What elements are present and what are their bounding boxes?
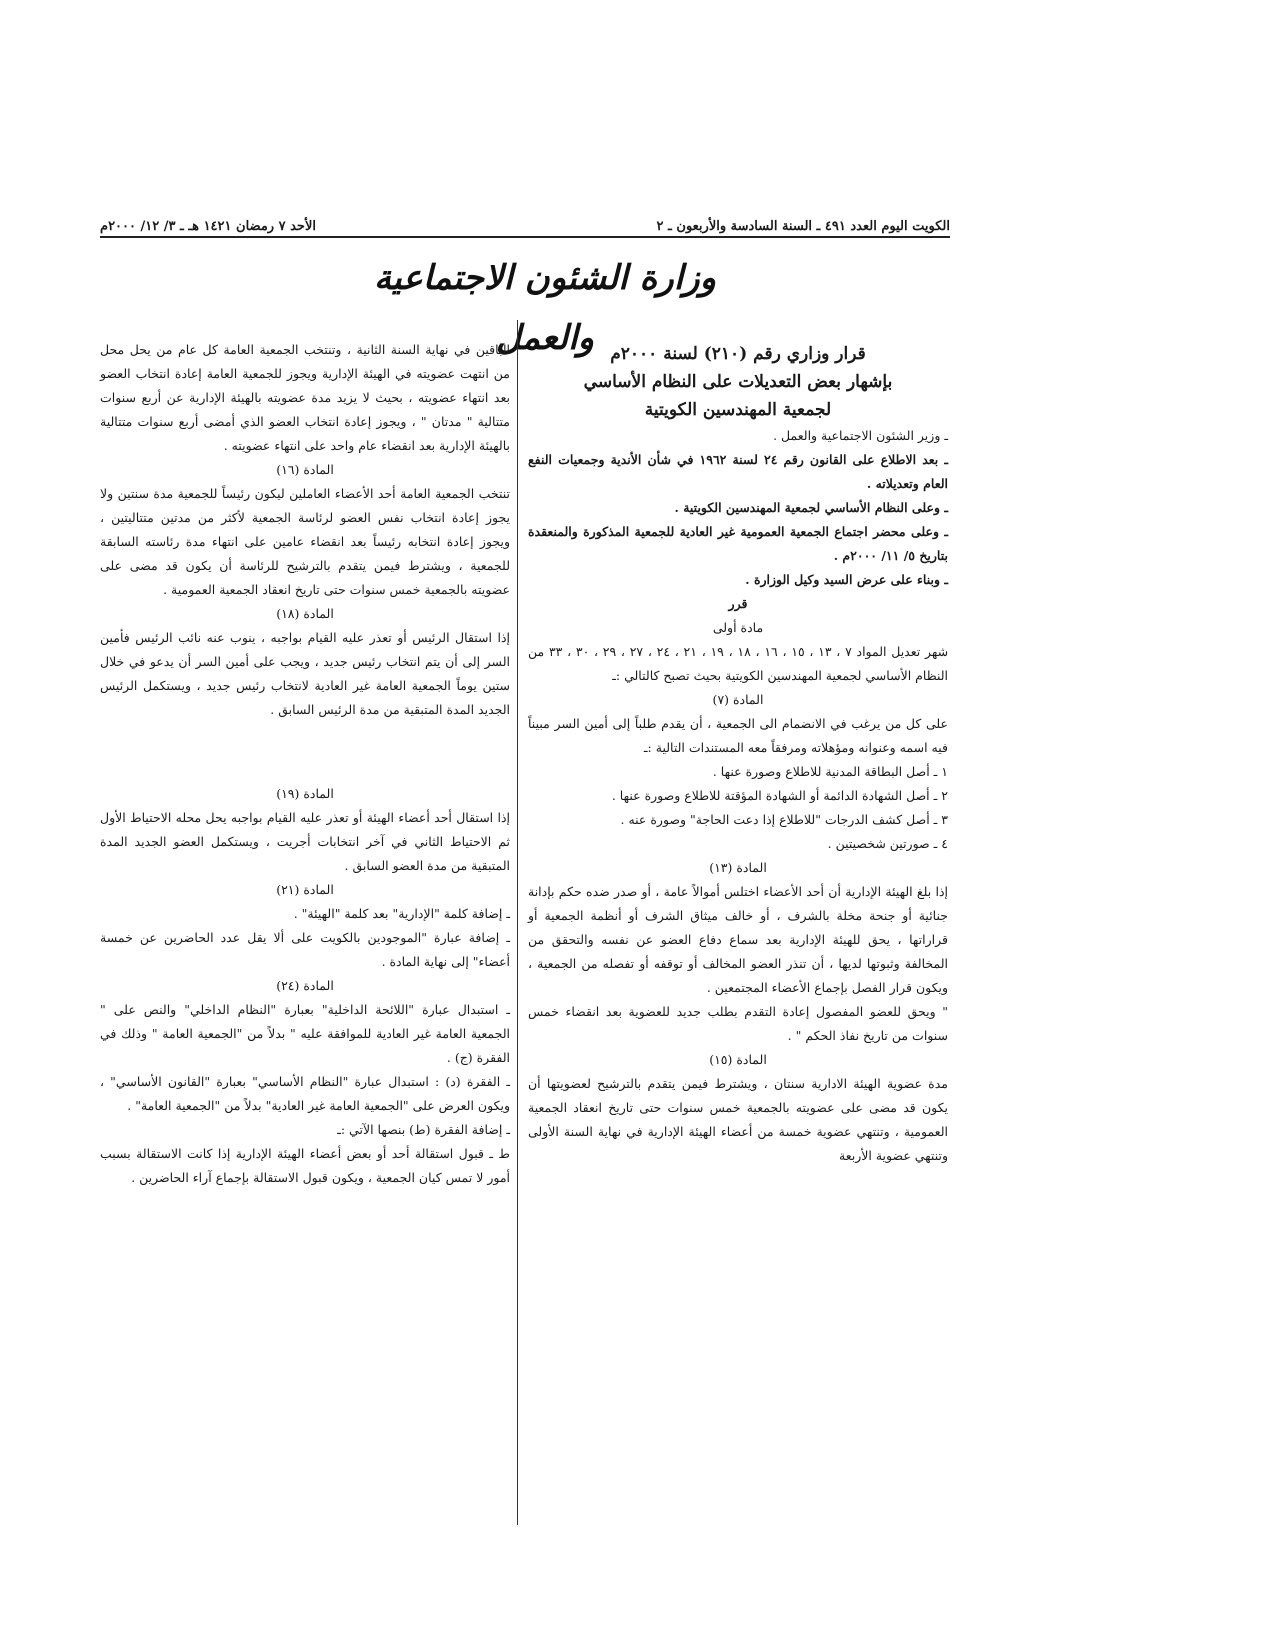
preamble-line: ـ وعلى محضر اجتماع الجمعية العمومية غير العادية للجمعية المذكورة والمنعقدة بتاريخ ٥/ ١١/ ٢٠٠٠م . [528,524,948,563]
preamble-line: ـ بعد الاطلاع على القانون رقم ٢٤ لسنة ١٩٦٢ في شأن الأندية وجمعيات النفع العام وتعديلاته . [528,452,949,491]
article-16-text: تنتخب الجمعية العامة أحد الأعضاء العاملين ليكون رئيساً للجمعية مدة سنتين ولا يجوز إعادة انتخاب نفس العضو لرئاسة الجمعية لأكثر من مدتين متتاليتين ، ويجوز إعادة انتخابه رئيساً بعد انقضاء عامين على انتهاء مدة رئاسته السابقة للجمعية ، ويشترط فيمن يتقدم بالترشيح للرئاسة أن يكون قد مضى على عضويته بالجمعية خمس سنوات حتى تاريخ انعقاد الجمعية العمومية . [100,486,510,597]
article-15-heading: المادة (١٥) [709,1052,767,1067]
article-19-heading: المادة (١٩) [276,786,334,801]
article-7-item: ٢ ـ أصل الشهادة الدائمة أو الشهادة المؤقتة للاطلاع وصورة عنها . [611,788,948,803]
article-24-item: ـ الفقرة (د) : استبدال عبارة "النظام الأساسي" بعبارة "القانون الأساسي" ، ويكون العرض على "الجمعية العامة غير العادية" بدلاً من "الجمعية العامة" . [100,1074,510,1113]
page-header [100,208,950,234]
article-one-heading: مادة أولى [712,620,764,635]
article-7-item: ١ ـ أصل البطاقة المدنية للاطلاع وصورة عنها . [712,764,948,779]
article-13-text: إذا بلغ الهيئة الإدارية أن أحد الأعضاء اختلس أموالاً عامة ، أو صدر ضده حكم بإدانة جنائية أو جنحة مخلة بالشرف ، أو خالف ميثاق الشرف أو أنظمة الجمعية أو قراراتها ، يحق للهيئة الإدارية بعد سماع دفاع العضو عن نفسه والتحقق من المخالفة وثبوتها لديها ، أن تنذر العضو المخالف أو توقفه أو تفصله من الجمعية ، ويكون قرار الفصل بإجماع الأعضاء المجتمعين . [528,884,948,995]
decree-title: قرار وزاري رقم (٢١٠) لسنة ٢٠٠٠م [610,344,866,364]
preamble-line: ـ وبناء على عرض السيد وكيل الوزارة . [745,572,948,587]
article-7-text: على كل من يرغب في الانضمام الى الجمعية ، أن يقدم طلباً إلى أمين السر مبيناً فيه اسمه وعنوانه ومؤهلاته ومرفقاً معه المستندات التالية :ـ [528,716,948,755]
decree-subtitle: بإشهار بعض التعديلات على النظام الأساسي [583,372,893,392]
decided-heading: قرر [728,596,748,611]
column-divider [517,320,518,1525]
article-24-heading: المادة (٢٤) [276,978,334,993]
decree-subtitle-2: لجمعية المهندسين الكويتية [644,400,832,420]
column-gap [100,722,510,782]
preamble-line: ـ وعلى النظام الأساسي لجمعية المهندسين الكويتية . [674,500,948,515]
article-21-item: ـ إضافة عبارة "الموجودين بالكويت على ألا يقل عدد الحاضرين عن خمسة أعضاء" إلى نهاية المادة . [100,930,510,969]
right-column [528,340,948,1168]
header-date: الأحد ٧ رمضان ١٤٢١ هـ ـ ٣/ ١٢/ ٢٠٠٠م [100,219,316,234]
article-16-heading: المادة (١٦) [276,462,334,477]
article-15-continuation: الباقين في نهاية السنة الثانية ، وتنتخب الجمعية العامة كل عام من يحل محل من انتهت عضويته في الهيئة الإدارية ويجوز للجمعية العامة إعادة انتخاب العضو بعد انتهاء عضويته ، بحيث لا يزيد مدة عضويته بالهيئة الإدارية عن أربع سنوات متتالية " مدتان " ، ويجوز إعادة انتخاب العضو الذي أمضى أربع سنوات متتالية بالهيئة الإدارية بعد انقضاء عام واحد على انتهاء عضويته . [100,342,510,453]
article-18-text: إذا استقال الرئيس أو تعذر عليه القيام بواجبه ، ينوب عنه نائب الرئيس فأمين السر إلى أن يتم انتخاب رئيس جديد ، ويجب على أمين السر أن يدعو في خلال ستين يوماً الجمعية العامة غير العادية لانتخاب رئيس جديد ، ويستكمل الرئيس الجديد المدة المتبقية من مدة الرئيس السابق . [100,630,510,717]
article-19-text: إذا استقال أحد أعضاء الهيئة أو تعذر عليه القيام بواجبه يحل محله الاحتياط الأول ثم الاحتياط الثاني في آخر انتخابات أجريت ، ويستكمل العضو الجديد المدة المتبقية من مدة العضو السابق . [100,810,510,873]
article-21-heading: المادة (٢١) [276,882,334,897]
article-15-text: مدة عضوية الهيئة الادارية سنتان ، ويشترط فيمن يتقدم بالترشيح لعضويتها أن يكون قد مضى على عضويته بالجمعية خمس سنوات حتى تاريخ انعقاد الجمعية العمومية ، وتنتهي عضوية خمسة من أعضاء الهيئة الإدارية في نهاية السنة الأولى وتنتهي عضوية الأربعة [528,1076,948,1163]
article-21-item: ـ إضافة كلمة "الإدارية" بعد كلمة "الهيئة" . [293,906,510,921]
preamble-line: ـ وزير الشئون الاجتماعية والعمل . [773,428,948,443]
article-24-item: ـ إضافة الفقرة (ط) بنصها الآتي :ـ [337,1122,510,1137]
header-divider [100,236,950,238]
article-13-text-2: " ويحق للعضو المفصول إعادة التقدم بطلب جديد للعضوية بعد انقضاء خمس سنوات من تاريخ نفاذ الحكم " . [528,1004,948,1043]
article-18-heading: المادة (١٨) [276,606,334,621]
article-24-item: ط ـ قبول استقالة أحد أو بعض أعضاء الهيئة الإدارية إذا كانت الاستقالة بسبب أمور لا تمس كيان الجمعية ، ويكون قبول الاستقالة بإجماع آراء الحاضرين . [100,1146,510,1185]
left-column [100,338,510,1190]
article-7-heading: المادة (٧) [712,692,764,707]
article-7-item: ٣ ـ أصل كشف الدرجات "للاطلاع إذا دعت الحاجة" وصورة عنه . [620,812,948,827]
header-issue-info: الكويت اليوم العدد ٤٩١ ـ السنة السادسة والأربعون ـ ٢ [656,219,950,234]
article-7-item: ٤ ـ صورتين شخصيتين . [827,836,948,851]
article-one-text: شهر تعديل المواد ٧ ، ١٣ ، ١٥ ، ١٦ ، ١٨ ، ١٩ ، ٢١ ، ٢٤ ، ٢٧ ، ٢٩ ، ٣٠ ، ٣٣ من النظام الأساسي لجمعية المهندسين الكويتية بحيث تصبح كالتالي :ـ [528,644,949,683]
article-13-heading: المادة (١٣) [709,860,767,875]
ministry-calligraphy-heading: وزارة الشئون الاجتماعية والعمل [373,258,717,358]
article-24-item: ـ استبدال عبارة "اللائحة الداخلية" بعبارة "النظام الداخلي" والنص على " الجمعية العامة غير العادية للموافقة عليه " بدلاً من "الجمعية العامة " وذلك في الفقرة (ج) . [100,1002,510,1065]
